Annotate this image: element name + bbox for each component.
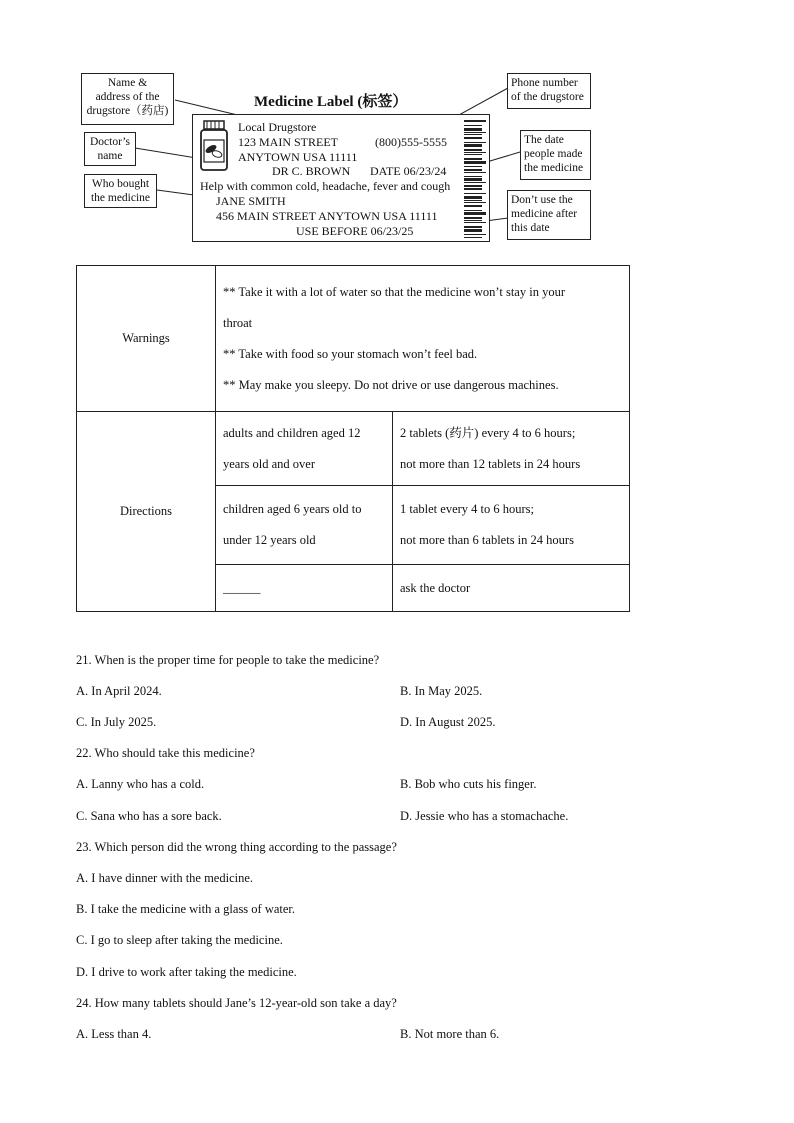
callout-name-address <box>81 73 174 125</box>
directions-row <box>77 412 630 486</box>
callout-text: Phone number <box>511 77 578 89</box>
callout-text: the medicine <box>90 192 151 204</box>
option-21d[interactable]: D. In August 2025. <box>400 715 496 729</box>
directions-dose-cell <box>393 486 630 565</box>
label-store: Local Drugstore <box>238 120 317 134</box>
option-23d[interactable]: D. I drive to work after taking the medicine. <box>76 965 297 979</box>
directions-who-cell <box>216 412 393 486</box>
callout-text: the medicine <box>524 162 584 174</box>
option-22d[interactable]: D. Jessie who has a stomachache. <box>400 809 569 823</box>
callout-text: this date <box>511 222 550 234</box>
medicine-info-table <box>76 265 630 612</box>
directions-header: Directions <box>77 412 216 612</box>
pill-bottle-icon <box>198 120 230 172</box>
callout-text: Name & <box>107 77 148 89</box>
option-24a[interactable]: A. Less than 4. <box>76 1027 152 1041</box>
directions-who-cell <box>216 565 393 612</box>
callout-text: drugstore（药店) <box>86 105 169 117</box>
directions-text: not more than 12 tablets in 24 hours <box>400 456 581 471</box>
directions-text: ask the doctor <box>400 580 471 595</box>
callout-text: people made <box>524 148 583 160</box>
option-21b[interactable]: B. In May 2025. <box>400 684 483 698</box>
option-22c[interactable]: C. Sana who has a sore back. <box>76 809 222 823</box>
medicine-label-figure <box>0 0 794 250</box>
directions-dose-cell <box>393 565 630 612</box>
option-21c[interactable]: C. In July 2025. <box>76 715 157 729</box>
directions-text: 1 tablet every 4 to 6 hours; <box>400 502 534 516</box>
callout-text: Who bought <box>91 178 150 190</box>
directions-text: years old and over <box>223 456 315 471</box>
directions-text: 2 tablets (药片) every 4 to 6 hours; <box>400 425 576 440</box>
warning-line: throat <box>223 315 253 330</box>
option-24b[interactable]: B. Not more than 6. <box>400 1027 500 1041</box>
option-23b[interactable]: B. I take the medicine with a glass of water. <box>76 902 296 916</box>
directions-blank: ______ <box>223 580 261 595</box>
directions-dose-cell <box>393 412 630 486</box>
option-23c[interactable]: C. I go to sleep after taking the medicine. <box>76 933 283 947</box>
directions-text: children aged 6 years old to <box>223 502 362 516</box>
question-24: 24. How many tablets should Jane’s 12-year-old son take a day? <box>76 996 397 1010</box>
callout-text: medicine after <box>511 208 578 220</box>
callout-text: name <box>97 150 123 162</box>
warning-line: ** May make you sleepy. Do not drive or use dangerous machines. <box>223 377 559 392</box>
callout-date-made <box>520 130 591 180</box>
callout-who-bought <box>84 174 157 208</box>
option-21a[interactable]: A. In April 2024. <box>76 684 162 698</box>
label-date: DATE 06/23/24 <box>370 164 447 178</box>
callout-phone <box>507 73 591 109</box>
warning-line: ** Take it with a lot of water so that the medicine won’t stay in your <box>223 284 565 299</box>
directions-text: under 12 years old <box>223 533 316 547</box>
label-street: 123 MAIN STREET <box>238 135 338 149</box>
label-city: ANYTOWN USA 11111 <box>238 150 358 164</box>
label-buyer-address: 456 MAIN STREET ANYTOWN USA 11111 <box>216 209 438 223</box>
warnings-cell <box>216 266 630 412</box>
callout-text: Don’t use the <box>511 194 573 206</box>
question-22: 22. Who should take this medicine? <box>76 746 255 760</box>
question-23: 23. Which person did the wrong thing according to the passage? <box>76 840 397 854</box>
label-use-before: USE BEFORE 06/23/25 <box>296 224 414 238</box>
option-23a[interactable]: A. I have dinner with the medicine. <box>76 871 254 885</box>
warnings-row <box>77 266 630 412</box>
callout-text: Doctor’s <box>89 136 131 148</box>
barcode-icon <box>464 120 486 238</box>
directions-text: adults and children aged 12 <box>223 425 361 440</box>
callout-text: address of the <box>95 91 160 103</box>
label-doctor: DR C. BROWN <box>272 164 351 178</box>
directions-who-cell <box>216 486 393 565</box>
label-buyer: JANE SMITH <box>216 194 286 208</box>
question-21: 21. When is the proper time for people to take the medicine? <box>76 653 380 667</box>
callout-doctor <box>84 132 136 166</box>
label-phone: (800)555-5555 <box>375 135 447 149</box>
label-use: Help with common cold, headache, fever and cough <box>200 179 451 193</box>
directions-text: not more than 6 tablets in 24 hours <box>400 533 574 547</box>
option-22b[interactable]: B. Bob who cuts his finger. <box>400 777 537 791</box>
callout-text: of the drugstore <box>511 91 584 103</box>
option-22a[interactable]: A. Lanny who has a cold. <box>76 777 205 791</box>
warning-line: ** Take with food so your stomach won’t feel bad. <box>223 346 478 361</box>
callout-dont-use <box>507 190 591 240</box>
warnings-header: Warnings <box>77 266 216 412</box>
callout-text: The date <box>524 134 564 146</box>
label-title: Medicine Label (标签） <box>254 94 408 110</box>
